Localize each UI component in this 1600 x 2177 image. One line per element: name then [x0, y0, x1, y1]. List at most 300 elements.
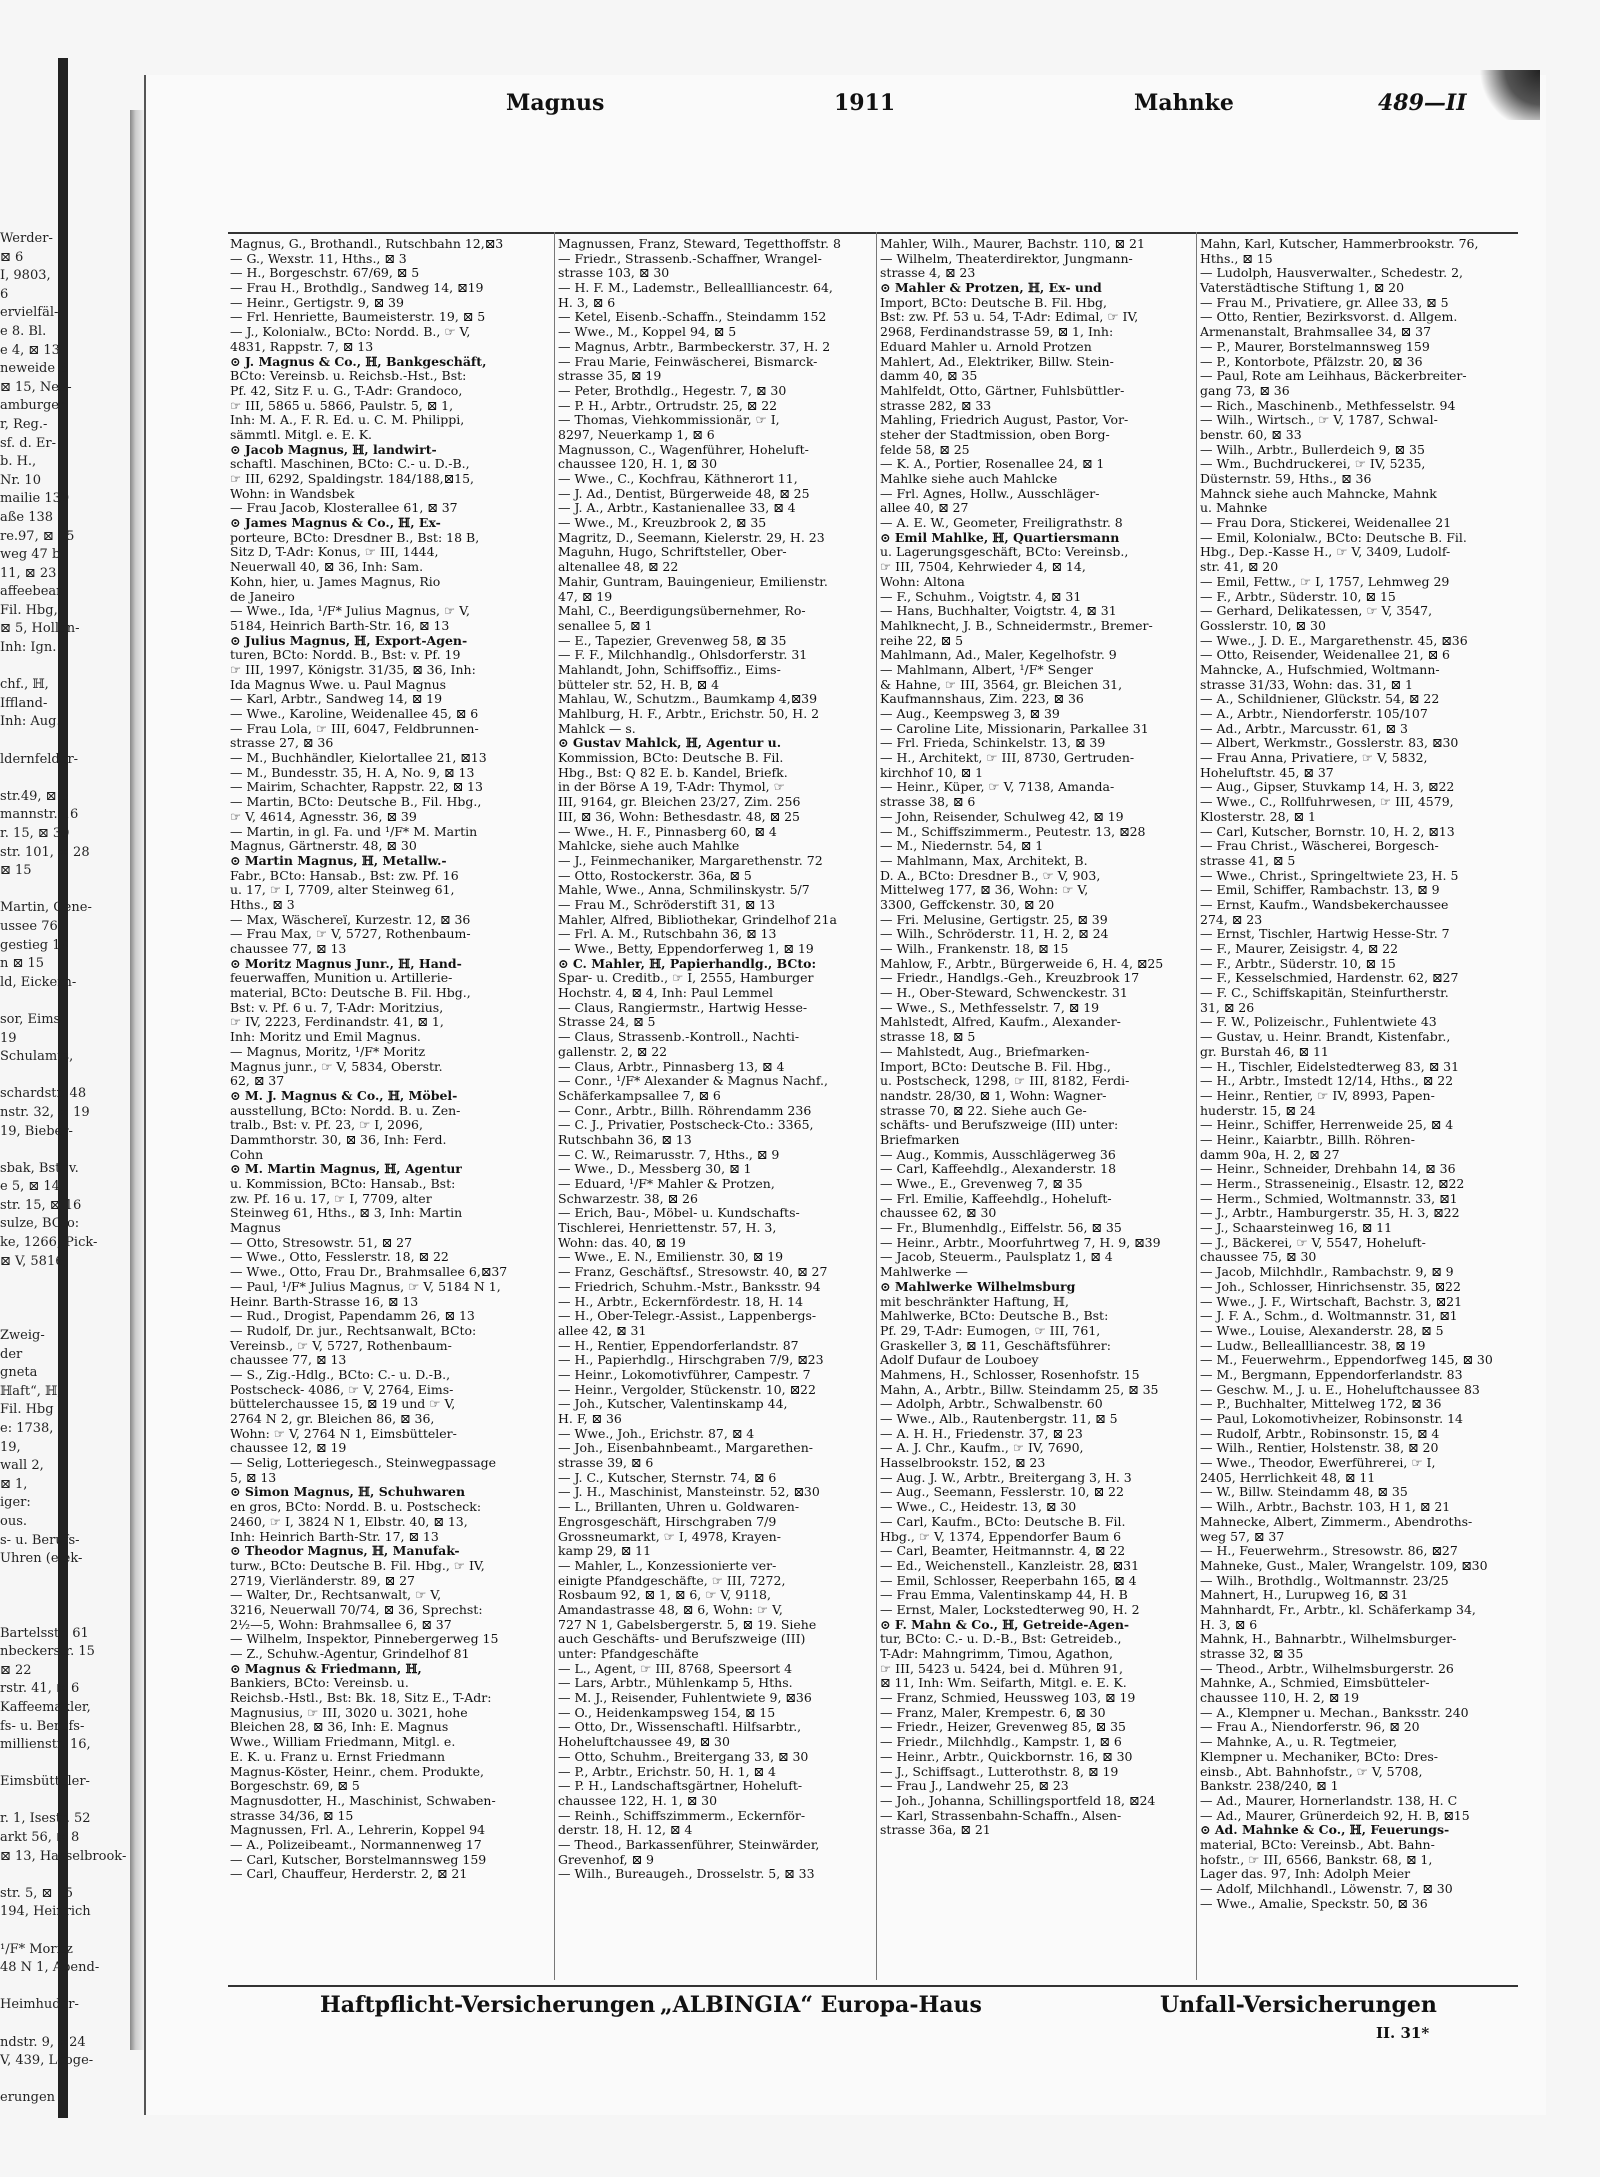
directory-entry-line: — Friedr., Heizer, Grevenweg 85, ⊠ 35 [880, 1719, 1127, 1735]
directory-entry-line: strasse 18, ⊠ 5 [880, 1029, 976, 1045]
directory-entry-line: — Wwe., C., Heidestr. 13, ⊠ 30 [880, 1499, 1077, 1515]
previous-page-line: ⊠ 6 [0, 249, 24, 265]
previous-page-line [0, 1587, 130, 1606]
previous-page-line [0, 1308, 130, 1327]
directory-entry-line: Mahling, Friedrich August, Pastor, Vor- [880, 412, 1129, 428]
directory-entry-line: — Wwe., M., Kreuzbrook 2, ⊠ 35 [558, 515, 767, 531]
directory-entry-line: ⊙ F. Mahn & Co., ℍ, Getreide-Agen- [880, 1616, 1130, 1632]
directory-entry-line: Magnusius, ☞ III, 3020 u. 3021, hohe [230, 1704, 468, 1720]
directory-entry-line: — Wilh., Rentier, Holstenstr. 38, ⊠ 20 [1200, 1440, 1439, 1456]
directory-entry-line: — Frau A., Niendorferstr. 96, ⊠ 20 [1200, 1719, 1420, 1735]
previous-page-line: ¹/F* Moritz [0, 1941, 73, 1957]
directory-entry-line: strasse 31/33, Wohn: das. 31, ⊠ 1 [1200, 676, 1413, 692]
directory-entry-line: — Ad., Maurer, Hornerlandstr. 138, H. C [1200, 1792, 1458, 1808]
directory-entry-line: — Carl, Kutscher, Borstelmannsweg 159 [230, 1851, 487, 1867]
directory-entry-line: 8297, Neuerkamp 1, ⊠ 6 [558, 426, 715, 442]
previous-page-line: Kaffeemakler, [0, 1699, 91, 1715]
directory-entry-line: — Frau Dora, Stickerei, Weidenallee 21 [1200, 515, 1452, 531]
directory-entry-line: — Theod., Arbtr., Wilhelmsburgerstr. 26 [1200, 1660, 1454, 1676]
previous-page-line: e 5, ⊠ 14, [0, 1179, 65, 1195]
directory-entry-line: — Heinr., Arbtr., Moorfuhrtweg 7, H. 9, ⊠39 [880, 1234, 1161, 1250]
directory-entry-line: 3216, Neuerwall 70/74, ⊠ 36, Sprechst: [230, 1601, 483, 1617]
top-rule [228, 232, 1518, 234]
directory-entry-line: — Friedr., Milchhdlg., Kampstr. 1, ⊠ 6 [880, 1734, 1122, 1750]
directory-entry-line: chaussee 77, ⊠ 13 [230, 1352, 347, 1368]
directory-entry-line: Maguhn, Hugo, Schriftsteller, Ober- [558, 544, 787, 560]
previous-page-line: Inh: Aug. [0, 714, 61, 730]
directory-entry-line: turen, BCto: Nordd. B., Bst: v. Pf. 19 [230, 647, 461, 663]
directory-entry-line: — Walter, Dr., Rechtsanwalt, ☞ V, [230, 1587, 442, 1603]
directory-entry-line: senallee 5, ⊠ 1 [558, 617, 653, 633]
directory-entry-line: schaftl. Maschinen, BCto: C.- u. D.-B., [230, 456, 470, 472]
directory-entry-line: — Otto, Rentier, Bezirksvorst. d. Allgem. [1200, 309, 1458, 325]
directory-entry-line: — P. H., Landschaftsgärtner, Hoheluft- [558, 1778, 803, 1794]
directory-entry-line: — Franz, Maler, Krempestr. 6, ⊠ 30 [880, 1704, 1106, 1720]
directory-entry-line: Inh: Moritz und Emil Magnus. [230, 1029, 421, 1045]
directory-entry-line: — Wwe., Christ., Springeltwiete 23, H. 5 [1200, 867, 1459, 883]
directory-entry-line: 62, ⊠ 37 [230, 1073, 285, 1089]
directory-entry-line: — Frau Christ., Wäscherei, Borgesch- [1200, 838, 1439, 854]
directory-entry-line: turw., BCto: Deutsche B. Fil. Hbg., ☞ IV, [230, 1557, 485, 1573]
directory-entry-line: unter: Pfandgeschäfte [558, 1646, 699, 1661]
directory-entry-line: — H., Architekt, ☞ III, 8730, Gertruden- [880, 750, 1135, 766]
directory-entry-line: Postscheck- 4086, ☞ V, 2764, Eims- [230, 1381, 454, 1397]
directory-entry-line: — Joh., Schlosser, Hinrichsenstr. 35, ⊠22 [1200, 1278, 1461, 1294]
directory-entry-line: — Wwe., C., Rollfuhrwesen, ☞ III, 4579, [1200, 794, 1454, 810]
previous-page-line: re.97, ⊠ 15 [0, 528, 75, 544]
directory-entry-line: strasse 34/36, ⊠ 15 [230, 1807, 354, 1823]
directory-entry-line: Düsternstr. 59, Hths., ⊠ 36 [1200, 471, 1372, 486]
directory-entry-line: 2460, ☞ I, 3824 N 1, Elbstr. 40, ⊠ 13, [230, 1513, 468, 1529]
directory-entry-line: Magnus [230, 1220, 281, 1236]
directory-entry-line: — Frau Marie, Feinwäscherei, Bismarck- [558, 353, 818, 369]
directory-entry-line: — Mahlmann, Albert, ¹/F* Senger [880, 661, 1094, 677]
directory-entry-line: weg 57, ⊠ 37 [1200, 1528, 1285, 1544]
directory-entry-line: — Wilhelm, Inspektor, Pinnebergerweg 15 [230, 1631, 499, 1647]
directory-entry-line: sämmtl. Mitgl. e. E. K. [230, 426, 373, 442]
previous-page-line: nstr. 32, ⊠ 19 [0, 1104, 90, 1120]
directory-entry-line: — Mahlmann, Max, Architekt, B. [880, 852, 1088, 868]
previous-page-line: chf., ℍ, [0, 677, 49, 693]
footer-right-ad: Unfall-Versicherungen [1160, 1992, 1437, 2018]
previous-page-line: gestieg 19 [0, 937, 69, 953]
directory-entry-line: — Herm., Strasseneinig., Elsastr. 12, ⊠22 [1200, 1176, 1465, 1191]
directory-entry-line: Hbg., ☞ V, 1374, Eppendorfer Baum 6 [880, 1528, 1122, 1544]
directory-entry-line: — J., Schiffsagt., Lutterothstr. 8, ⊠ 19 [880, 1763, 1119, 1779]
directory-entry-line: — Heinr., Kaiarbtr., Billh. Röhren- [1200, 1131, 1415, 1147]
directory-entry-line: ☞ III, 6292, Spaldingstr. 184/188,⊠15, [230, 471, 475, 486]
directory-entry-line: — Max, Wäschereï, Kurzestr. 12, ⊠ 36 [230, 911, 471, 927]
directory-entry-line: — Emil, Fettw., ☞ I, 1757, Lehmweg 29 [1200, 573, 1450, 589]
directory-entry-line: — Reinh., Schiffszimmerm., Eckernför- [558, 1807, 806, 1823]
directory-entry-line: in der Börse A 19, T-Adr: Thymol, ☞ [558, 779, 785, 795]
directory-entry-line: Hasselbrookstr. 152, ⊠ 23 [880, 1455, 1046, 1471]
directory-entry-line: Bankiers, BCto: Vereinsb. u. [230, 1675, 409, 1691]
directory-entry-line: ☞ III, 7504, Kehrwieder 4, ⊠ 14, [880, 559, 1086, 575]
directory-entry-line: Rosbaum 92, ⊠ 1, ⊠ 6, ☞ V, 9118, [558, 1587, 771, 1603]
directory-entry-line: Wohn: Altona [880, 573, 965, 589]
directory-entry-line: — J., Arbtr., Hamburgerstr. 35, H. 3, ⊠22 [1200, 1205, 1460, 1221]
directory-entry-line: — H., Tischler, Eidelstedterweg 83, ⊠ 31 [1200, 1058, 1460, 1074]
directory-entry-line: — H., Arbtr., Imstedt 12/14, Hths., ⊠ 22 [1200, 1073, 1454, 1089]
directory-entry-line: — Paul, ¹/F* Julius Magnus, ☞ V, 5184 N 1, [230, 1278, 501, 1294]
directory-entry-line: — Erich, Bau-, Möbel- u. Kundschafts- [558, 1205, 800, 1221]
previous-page-line: str. 5, ⊠ 15 [0, 1885, 74, 1901]
directory-entry-line: ⊙ Julius Magnus, ℍ, Export-Agen- [230, 632, 468, 648]
directory-entry-line: — Adolf, Milchhandl., Löwenstr. 7, ⊠ 30 [1200, 1881, 1453, 1896]
previous-page-line: Bartelsstr. 61 [0, 1625, 89, 1641]
column-rule [876, 232, 877, 1980]
directory-entry-line: — F., Kesselschmied, Hardenstr. 62, ⊠27 [1200, 970, 1459, 986]
previous-page-line: 19 [0, 1030, 17, 1046]
previous-page-line: ⊠ 5, Hollän- [0, 621, 80, 637]
directory-entry-line: Mahir, Guntram, Bauingenieur, Emilienstr. [558, 573, 828, 589]
directory-entry-line: — Wilh., Arbtr., Bachstr. 103, H 1, ⊠ 21 [1200, 1499, 1451, 1515]
directory-entry-line: Magnusdotter, H., Maschinist, Schwaben- [230, 1792, 496, 1808]
previous-page-line: r. 15, ⊠ 30 [0, 826, 70, 841]
directory-entry-line: — H., Ober-Telegr.-Assist., Lappenbergs- [558, 1308, 817, 1324]
directory-entry-line: — Frl. Henriette, Baumeisterstr. 19, ⊠ 5 [230, 309, 486, 325]
directory-entry-line: — Frl. Frieda, Schinkelstr. 13, ⊠ 39 [880, 735, 1106, 751]
directory-entry-line: — Ernst, Maler, Lockstedterweg 90, H. 2 [880, 1601, 1140, 1617]
directory-entry-line: strasse 38, ⊠ 6 [880, 794, 976, 810]
previous-page-line: ⊠ 13, Hasselbrook- [0, 1848, 127, 1864]
directory-entry-line: Vereinsb., ☞ V, 5727, Rothenbaum- [230, 1337, 452, 1353]
directory-entry-line: mit beschränkter Haftung, ℍ, [880, 1293, 1069, 1309]
directory-entry-line: 4831, Rappstr. 7, ⊠ 13 [230, 338, 374, 354]
directory-entry-line: material, BCto: Deutsche B. Fil. Hbg., [230, 985, 471, 1001]
directory-entry-line: — Emil, Schlosser, Reeperbahn 165, ⊠ 4 [880, 1572, 1137, 1588]
directory-entry-line: — Otto, Rostockerstr. 36a, ⊠ 5 [558, 867, 752, 883]
directory-entry-line: feuerwaffen, Munition u. Artillerie- [230, 970, 453, 986]
directory-entry-line: — Carl, Kaffeehdlg., Alexanderstr. 18 [880, 1161, 1117, 1177]
directory-entry-line: Mahlburg, H. F., Arbtr., Erichstr. 50, H. 2 [558, 706, 820, 721]
previous-page-line: Fil. Hbg [0, 1402, 54, 1418]
directory-entry-line: — S., Zig.-Hdlg., BCto: C.- u. D.-B., [230, 1366, 451, 1382]
directory-entry-line: & Hahne, ☞ III, 3564, gr. Bleichen 31, [880, 676, 1123, 692]
directory-entry-line: Wohn: in Wandsbek [230, 485, 355, 501]
directory-entry-line: — Magnus, Moritz, ¹/F* Moritz [230, 1043, 426, 1059]
previous-page-line: millienstr. 16, [0, 1737, 91, 1753]
previous-page-line: n ⊠ 15 [0, 956, 45, 972]
directory-entry-line: — Herm., Schmied, Woltmannstr. 33, ⊠1 [1200, 1190, 1458, 1206]
directory-entry-line: Mahlau, W., Schutzm., Baumkamp 4,⊠39 [558, 691, 818, 707]
directory-entry-line: — Wwe., Louise, Alexanderstr. 28, ⊠ 5 [1200, 1322, 1444, 1338]
directory-entry-line: Mahlcke, siehe auch Mahlke [558, 838, 740, 854]
directory-entry-line: 2764 N 2, gr. Bleichen 86, ⊠ 36, [230, 1411, 435, 1426]
directory-entry-line: — Caroline Lite, Missionarin, Parkallee 31 [880, 720, 1149, 736]
directory-entry-line: — Aug. J. W., Arbtr., Breitergang 3, H. 3 [880, 1469, 1132, 1485]
directory-entry-line: Mahle, Wwe., Anna, Schmilinskystr. 5/7 [558, 882, 810, 898]
directory-entry-line: — A., Klempner u. Mechan., Banksstr. 240 [1200, 1704, 1469, 1720]
directory-entry-line: ☞ III, 5865 u. 5866, Paulstr. 5, ⊠ 1, [230, 397, 454, 413]
directory-entry-line: Rutschbahn 36, ⊠ 13 [558, 1131, 692, 1147]
directory-entry-line: hofstr., ☞ III, 6566, Bankstr. 68, ⊠ 1, [1200, 1851, 1433, 1867]
directory-entry-line: — Emil, Schiffer, Rambachstr. 13, ⊠ 9 [1200, 882, 1440, 898]
directory-entry-line: — Albert, Werkmstr., Gosslerstr. 83, ⊠30 [1200, 735, 1459, 751]
directory-entry-line: bütteler str. 52, H. B, ⊠ 4 [558, 676, 720, 692]
directory-entry-line: Inh: M. A., F. R. Ed. u. C. M. Philippi, [230, 412, 465, 428]
previous-page-line: arkt 56, ⊠ 8 [0, 1830, 80, 1846]
directory-entry-line: Klempner u. Mechaniker, BCto: Dres- [1200, 1748, 1439, 1764]
directory-entry-line: — Wilh., Brothdlg., Woltmannstr. 23/25 [1200, 1572, 1449, 1588]
header-left-keyword: Magnus [506, 90, 605, 116]
directory-entry-line: — Friedrich, Schuhm.-Mstr., Banksstr. 94 [558, 1278, 821, 1294]
directory-entry-line: — L., Brillanten, Uhren u. Goldwaren- [558, 1499, 800, 1515]
directory-entry-line: — A. H. H., Friedenstr. 37, ⊠ 23 [880, 1425, 1083, 1441]
previous-page-line [0, 1271, 130, 1290]
directory-entry-line: H. 3, ⊠ 6 [1200, 1616, 1258, 1632]
previous-page-line [0, 1755, 130, 1774]
directory-entry-line: — O., Heidenkampsweg 154, ⊠ 15 [558, 1704, 776, 1720]
directory-entry-line: — E., Tapezier, Grevenweg 58, ⊠ 35 [558, 632, 787, 648]
directory-entry-line: Mahnhardt, Fr., Arbtr., kl. Schäferkamp 34, [1200, 1601, 1476, 1617]
directory-entry-line: ⊙ C. Mahler, ℍ, Papierhandlg., BCto: [558, 955, 817, 971]
directory-entry-line: Wohn: das. 40, ⊠ 19 [558, 1234, 686, 1250]
directory-entry-line: 2405, Herrlichkeit 48, ⊠ 11 [1200, 1469, 1376, 1485]
directory-entry-line: — Frau Jacob, Klosterallee 61, ⊠ 37 [230, 500, 458, 516]
directory-entry-line: 5184, Heinrich Barth-Str. 16, ⊠ 13 [230, 617, 450, 633]
directory-entry-line: — Frl. Emilie, Kaffeehdlg., Hoheluft- [880, 1190, 1112, 1206]
directory-entry-line: Hths., ⊠ 15 [1200, 250, 1273, 266]
directory-entry-line: Bleichen 28, ⊠ 36, Inh: E. Magnus [230, 1719, 449, 1735]
directory-entry-line: — Thomas, Viehkommissionär, ☞ I, [558, 412, 780, 428]
running-header [144, 90, 1544, 130]
directory-entry-line: chaussee 120, H. 1, ⊠ 30 [558, 456, 718, 472]
directory-entry-line: — H., Feuerwehrm., Stresowstr. 86, ⊠27 [1200, 1543, 1458, 1559]
directory-entry-line: Mahnecke, Albert, Zimmerm., Abendroths- [1200, 1513, 1473, 1529]
previous-page-line [0, 732, 130, 751]
directory-entry-line: — Wwe., M., Koppel 94, ⊠ 5 [558, 324, 737, 340]
directory-entry-line: — Rudolf, Dr. jur., Rechtsanwalt, BCto: [230, 1322, 477, 1338]
directory-entry-line: — Conr., ¹/F* Alexander & Magnus Nachf., [558, 1073, 828, 1089]
previous-page-line: mannstr. 16 [0, 807, 79, 823]
directory-entry-line: 274, ⊠ 23 [1200, 911, 1263, 927]
previous-page-line: Heimhuder- [0, 1997, 79, 2013]
directory-entry-line: — Rudolf, Arbtr., Robinsonstr. 15, ⊠ 4 [1200, 1425, 1440, 1441]
directory-entry-line: — H., Borgeschstr. 67/69, ⊠ 5 [230, 265, 420, 281]
directory-entry-line: Kohn, hier, u. James Magnus, Rio [230, 573, 441, 589]
directory-entry-line: — M., Schiffszimmerm., Peutestr. 13, ⊠28 [880, 823, 1146, 839]
directory-entry-line: Gosslerstr. 10, ⊠ 30 [1200, 617, 1326, 633]
directory-entry-line: tur, BCto: C.- u. D.-B., Bst: Getreideb., [880, 1631, 1122, 1647]
directory-entry-line: Hoheluftchaussee 49, ⊠ 30 [558, 1734, 730, 1750]
directory-entry-line: Mahlknecht, J. B., Schneidermstr., Bremer- [880, 617, 1153, 633]
directory-entry-line: — Friedr., Strassenb.-Schaffner, Wrangel- [558, 250, 822, 266]
directory-entry-line: steher der Stadtmission, oben Borg- [880, 426, 1110, 442]
directory-entry-line: — Ad., Arbtr., Marcusstr. 61, ⊠ 3 [1200, 720, 1408, 736]
previous-page-line: ⊠ V, 5816, [0, 1253, 68, 1269]
directory-entry-line: Wohn: ☞ V, 2764 N 1, Eimsbütteler- [230, 1425, 457, 1441]
directory-entry-line: en gros, BCto: Nordd. B. u. Postscheck: [230, 1499, 482, 1515]
directory-entry-line: — H., Rentier, Eppendorferlandstr. 87 [558, 1337, 799, 1353]
directory-entry-line: — Wwe., E. N., Emilienstr. 30, ⊠ 19 [558, 1249, 784, 1265]
directory-entry-line: damm 90a, H. 2, ⊠ 27 [1200, 1146, 1340, 1162]
directory-entry-line: Steinweg 61, Hths., ⊠ 3, Inh: Martin [230, 1205, 463, 1221]
previous-page-line: weg 47 b [0, 547, 61, 563]
directory-entry-line: — Wwe., C., Kochfrau, Käthnerort 11, [558, 471, 798, 486]
directory-entry-line: — Conr., Arbtr., Billh. Röhrendamm 236 [558, 1102, 812, 1118]
previous-page-line [0, 2015, 130, 2034]
bottom-rule [228, 1985, 1518, 1987]
directory-entry-line: ☞ IV, 2223, Ferdinandstr. 41, ⊠ 1, [230, 1014, 444, 1030]
directory-entry-line: Mahnk, H., Bahnarbtr., Wilhelmsburger- [1200, 1631, 1457, 1647]
directory-entry-line: str. 41, ⊠ 20 [1200, 559, 1279, 575]
directory-entry-line: — F., Arbtr., Süderstr. 10, ⊠ 15 [1200, 955, 1396, 971]
directory-entry-line: — M. J., Reisender, Fuhlentwiete 9, ⊠36 [558, 1690, 812, 1706]
column-rule [554, 232, 555, 1980]
previous-page-line: ke, 1266, Pick- [0, 1235, 98, 1251]
previous-page-line: gneta [0, 1365, 38, 1381]
directory-entry-line: — Wwe., S., Methfesselstr. 7, ⊠ 19 [880, 999, 1100, 1015]
directory-entry-line: — Wwe., E., Grevenweg 7, ⊠ 35 [880, 1176, 1083, 1191]
directory-entry-line: Mahnke, A., Schmied, Eimsbütteler- [1200, 1675, 1430, 1691]
page-number: 489—II [1378, 90, 1467, 116]
directory-entry-line: kamp 29, ⊠ 11 [558, 1543, 652, 1559]
directory-entry-line: — Joh., Eisenbahnbeamt., Margarethen- [558, 1440, 813, 1456]
previous-page-line: r, Reg.- [0, 416, 48, 432]
directory-entry-line: — Wwe., Karoline, Weidenallee 45, ⊠ 6 [230, 706, 479, 721]
directory-entry-line: — L., Agent, ☞ III, 8768, Speersort 4 [558, 1660, 793, 1676]
directory-entry-line: — Frau M., Schröderstift 31, ⊠ 13 [558, 896, 776, 912]
previous-page-line [0, 992, 130, 1011]
directory-entry-line: — Wilh., Frankenstr. 18, ⊠ 15 [880, 941, 1069, 956]
directory-entry-line: 2½—5, Wohn: Brahmsallee 6, ⊠ 37 [230, 1616, 452, 1632]
directory-entry-line: — J., Bäckerei, ☞ V, 5547, Hoheluft- [1200, 1234, 1426, 1250]
previous-page-line: 6 [0, 286, 9, 302]
directory-entry-line: — Gerhard, Delikatessen, ☞ V, 3547, [1200, 603, 1433, 619]
directory-entry-line: 5, ⊠ 13 [230, 1469, 277, 1485]
directory-entry-line: — Mahnke, A., u. R. Tegtmeier, [1200, 1734, 1398, 1750]
directory-entry-line: — Theod., Barkassenführer, Steinwärder, [558, 1836, 820, 1852]
directory-entry-line: — W., Billw. Steindamm 48, ⊠ 35 [1200, 1484, 1408, 1500]
previous-page-line: ndstr. 9, ⊠24 [0, 2034, 86, 2050]
directory-entry-line: Briefmarken [880, 1131, 960, 1147]
directory-entry-line: — Magnus, Arbtr., Barmbeckerstr. 37, H. 2 [558, 338, 831, 354]
directory-entry-line: Mahneke, Gust., Maler, Wrangelstr. 109, ⊠30 [1200, 1557, 1488, 1573]
directory-entry-line: ⊙ Jacob Magnus, ℍ, landwirt- [230, 441, 437, 457]
directory-entry-line: strasse 70, ⊠ 22. Siehe auch Ge- [880, 1102, 1087, 1118]
directory-entry-line: ⊙ M. J. Magnus & Co., ℍ, Möbel- [230, 1087, 458, 1103]
directory-entry-line: — Frau M., Privatiere, gr. Allee 33, ⊠ 5 [1200, 294, 1449, 310]
directory-entry-line: — Heinr., Lokomotivführer, Campestr. 7 [558, 1366, 811, 1382]
directory-entry-line: — Rich., Maschinenb., Methfesselstr. 94 [1200, 397, 1456, 413]
directory-entry-line: Import, BCto: Deutsche B. Fil. Hbg., [880, 1058, 1111, 1074]
directory-entry-line: — John, Reisender, Schulweg 42, ⊠ 19 [880, 808, 1124, 824]
directory-entry-line: — Mahler, L., Konzessionierte ver- [558, 1557, 777, 1573]
previous-page-line: V, 439, Looge- [0, 2053, 94, 2069]
directory-entry-line: — Aug., Seemann, Fesslerstr. 10, ⊠ 22 [880, 1484, 1124, 1500]
directory-entry-line: — Wwe., Joh., Erichstr. 87, ⊠ 4 [558, 1425, 755, 1441]
directory-entry-line: — Ad., Maurer, Grünerdeich 92, H. B, ⊠15 [1200, 1807, 1470, 1823]
directory-entry-line: ⊙ J. Magnus & Co., ℍ, Bankgeschäft, [230, 353, 487, 369]
directory-entry-line: — F. C., Schiffskapitän, Steinfurtherstr. [1200, 985, 1449, 1001]
directory-entry-line: — Joh., Johanna, Schillingsportfeld 18, ⊠24 [880, 1792, 1156, 1808]
previous-page-line [0, 1606, 130, 1625]
directory-entry-line: tralb., Bst: v. Pf. 23, ☞ I, 2096, [230, 1117, 423, 1133]
directory-entry-line: u. 17, ☞ I, 7709, alter Steinweg 61, [230, 882, 455, 898]
directory-entry-line: — Z., Schuhw.-Agentur, Grindelhof 81 [230, 1646, 470, 1661]
directory-entry-line: — J. C., Kutscher, Sternstr. 74, ⊠ 6 [558, 1469, 777, 1485]
previous-page-line: amburger [0, 398, 66, 414]
directory-entry-line: — Wwe., J. D. E., Margarethenstr. 45, ⊠36 [1200, 632, 1468, 648]
previous-page-line [0, 881, 130, 900]
directory-entry-line: — Ludw., Belleallliancestr. 38, ⊠ 19 [1200, 1337, 1426, 1353]
directory-entry-line: damm 40, ⊠ 35 [880, 368, 978, 384]
directory-entry-line: — M., Niedernstr. 54, ⊠ 1 [880, 838, 1044, 854]
directory-entry-line: chaussee 77, ⊠ 13 [230, 941, 347, 956]
directory-entry-line: — J. F. A., Schm., d. Woltmannstr. 31, ⊠1 [1200, 1308, 1458, 1324]
directory-entry-line: — Carl, Kaufm., BCto: Deutsche B. Fil. [880, 1513, 1126, 1529]
directory-entry-line: — Claus, Arbtr., Pinnasberg 13, ⊠ 4 [558, 1058, 785, 1074]
directory-entry-line: — Aug., Keempsweg 3, ⊠ 39 [880, 706, 1060, 721]
directory-entry-line: III, ⊠ 36, Wohn: Bethesdastr. 48, ⊠ 25 [558, 808, 800, 824]
directory-entry-line: — Paul, Rote am Leihhaus, Bäckerbreiter- [1200, 368, 1467, 384]
directory-entry-line: — Wilh., Arbtr., Bullerdeich 9, ⊠ 35 [1200, 441, 1425, 457]
directory-entry-line: — P. H., Arbtr., Ortrudstr. 25, ⊠ 22 [558, 397, 778, 413]
previous-page-line: Fil. Hbg, [0, 602, 58, 618]
directory-entry-line: benstr. 60, ⊠ 33 [1200, 426, 1302, 442]
previous-page-line: 48 N 1, Abend- [0, 1960, 100, 1976]
directory-entry-line: Magnusson, C., Wagenführer, Hoheluft- [558, 441, 809, 457]
directory-entry-line: Klosterstr. 28, ⊠ 1 [1200, 808, 1316, 824]
directory-entry-line: ⊙ Simon Magnus, ℍ, Schuhwaren [230, 1484, 466, 1500]
directory-entry-line: Grossneumarkt, ☞ I, 4978, Krayen- [558, 1528, 781, 1544]
directory-entry-line: 727 N 1, Gabelsbergerstr. 5, ⊠ 19. Siehe [558, 1616, 817, 1632]
directory-entry-line: Schwarzestr. 38, ⊠ 26 [558, 1190, 698, 1206]
directory-entry-line: — Wilhelm, Theaterdirektor, Jungmann- [880, 250, 1133, 266]
directory-entry-line: — Heinr., Küper, ☞ V, 7138, Amanda- [880, 779, 1115, 795]
previous-page-line: str. 101, ⊠ 28 [0, 844, 90, 860]
previous-page-line: r. 1, Isestr. 52 [0, 1811, 91, 1827]
directory-entry-line: — Frau Emma, Valentinskamp 44, H. B [880, 1587, 1128, 1603]
directory-entry-line: Schäferkampsallee 7, ⊠ 6 [558, 1087, 721, 1103]
directory-entry-line: — Wwe., Ida, ¹/F* Julius Magnus, ☞ V, [230, 603, 471, 619]
directory-entry-line: einigte Pfandgeschäfte, ☞ III, 7272, [558, 1572, 786, 1588]
directory-entry-line: allee 40, ⊠ 27 [880, 500, 969, 516]
directory-entry-line: — P., Buchhalter, Mittelweg 172, ⊠ 36 [1200, 1396, 1442, 1412]
directory-entry-line: Magritz, D., Seemann, Kielerstr. 29, H. 23 [558, 529, 825, 545]
directory-entry-line: — A., Schildniener, Glückstr. 54, ⊠ 22 [1200, 691, 1440, 707]
directory-entry-line: ⊙ Ad. Mahnke & Co., ℍ, Feuerungs- [1200, 1822, 1450, 1838]
previous-page-line: sulze, BCto: [0, 1216, 80, 1232]
directory-entry-line: strasse 36a, ⊠ 21 [880, 1822, 991, 1838]
directory-entry-line: Hbg., Dep.-Kasse H., ☞ V, 3409, Ludolf- [1200, 544, 1451, 560]
directory-entry-line: — P., Arbtr., Erichstr. 50, H. 1, ⊠ 4 [558, 1763, 776, 1779]
previous-page-line: Martin, Gene- [0, 900, 92, 916]
directory-entry-line: — Wwe., Otto, Frau Dr., Brahmsallee 6,⊠37 [230, 1264, 508, 1280]
directory-entry-line: ☞ III, 1997, Königstr. 31/35, ⊠ 36, Inh: [230, 661, 476, 677]
directory-entry-line: — Ed., Weichenstell., Kanzleistr. 28, ⊠31 [880, 1557, 1140, 1573]
directory-entry-line: Mahlow, F., Arbtr., Bürgerweide 6, H. 4, ⊠25 [880, 955, 1164, 971]
directory-entry-line: ⊙ Magnus & Friedmann, ℍ, [230, 1660, 422, 1676]
previous-page-line: nbeckerstr. 15 [0, 1644, 95, 1660]
directory-entry-line: — Wwe., D., Messberg 30, ⊠ 1 [558, 1161, 752, 1177]
directory-entry-line: Inh: Heinrich Barth-Str. 17, ⊠ 13 [230, 1528, 439, 1544]
directory-entry-line: u. Kommission, BCto: Hansab., Bst: [230, 1176, 456, 1191]
directory-entry-line: de Janeiro [230, 588, 295, 604]
directory-entry-line: — Heinr., Schiffer, Herrenweide 25, ⊠ 4 [1200, 1117, 1454, 1133]
directory-entry-line: — Gustav, u. Heinr. Brandt, Kistenfabr., [1200, 1029, 1451, 1045]
previous-page-line [0, 1866, 130, 1885]
directory-entry-line: ⊙ Mahlwerke Wilhelmsburg [880, 1278, 1076, 1294]
directory-entry-line: Hochstr. 4, ⊠ 4, Inh: Paul Lemmel [558, 985, 774, 1001]
directory-entry-line: u. Lagerungsgeschäft, BCto: Vereinsb., [880, 544, 1129, 560]
directory-entry-line: — Wwe., Amalie, Speckstr. 50, ⊠ 36 [1200, 1895, 1428, 1911]
directory-entry-line: — Mahlstedt, Aug., Briefmarken- [880, 1043, 1090, 1059]
directory-entry-line: — H., Papierhdlg., Hirschgraben 7/9, ⊠23 [558, 1352, 824, 1368]
directory-entry-line: — Jacob, Steuerm., Paulsplatz 1, ⊠ 4 [880, 1249, 1113, 1265]
